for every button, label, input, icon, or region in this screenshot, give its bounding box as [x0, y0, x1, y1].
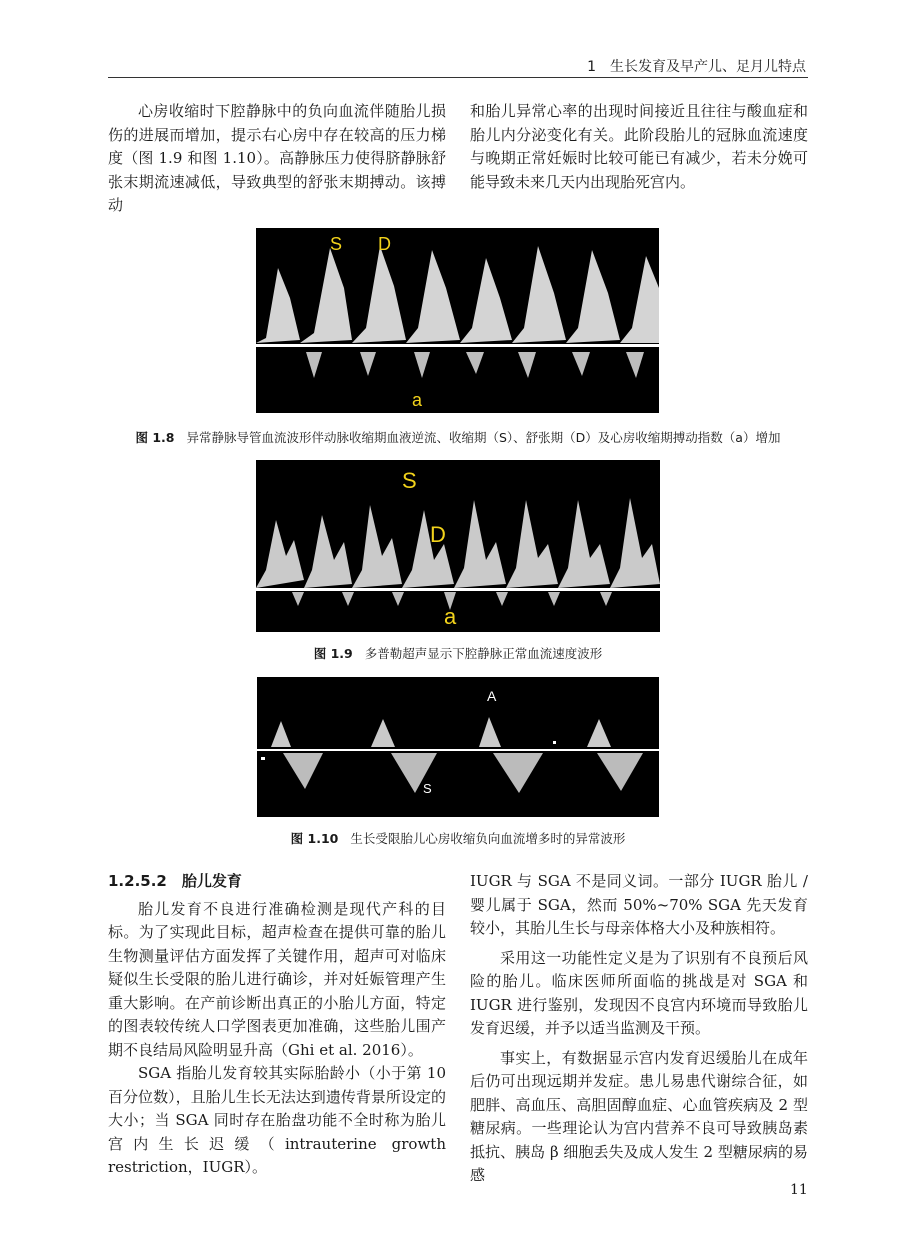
label-a: a: [412, 390, 423, 410]
figure-1-8-image: [256, 228, 659, 413]
page-number: 11: [790, 1182, 808, 1198]
running-title: 1 生长发育及早产儿、足月儿特点: [587, 59, 806, 75]
bottom-left-paragraph-2: SGA 指胎儿发育较其实际胎龄小（小于第 10 百分位数），且胎儿生长无法达到遗传背景所设定的大小；当 SGA 同时存在胎盘功能不全时称为胎儿宫内生长迟缓（intrauterine growth restriction，IUGR）。: [108, 1064, 446, 1176]
label-a: A: [487, 688, 497, 704]
label-s: S: [423, 781, 432, 796]
header-rule: [108, 77, 808, 78]
bottom-right-paragraph-3: 事实上，有数据显示宫内发育迟缓胎儿在成年后仍可出现远期并发症。患儿易患代谢综合征，如肥胖、高血压、高胆固醇血症、心血管疾病及 2 型糖尿病。一些理论认为宫内营养不良可导致胰岛素抵抗、胰岛 β 细胞丢失及成人发生 2 型糖尿病的易感: [470, 1048, 808, 1184]
top-right-paragraph: 和胎儿异常心率的出现时间接近且往往与酸血症和胎儿内分泌变化有关。此阶段胎儿的冠脉血流速度与晚期正常妊娠时比较可能已有减少，若未分娩可能导致未来几天内出现胎死宫内。: [470, 102, 808, 191]
figure-1-10-caption: [108, 829, 808, 847]
bottom-left-paragraph-1: 胎儿发育不良进行准确检测是现代产科的目标。为了实现此目标，超声检查在提供可靠的胎儿生物测量评估方面发挥了关键作用，超声可对临床疑似生长受限的胎儿进行确诊，并对妊娠管理产生重大影响。在产前诊断出真正的小胎儿方面，特定的图表较传统人口学图表更加准确，这些胎儿围产期不良结局风险明显升高（Ghi et al. 2016）。: [108, 899, 446, 1059]
figure-1-10-waveform: [257, 677, 659, 817]
bottom-left-column: [108, 870, 446, 1180]
figure-1-8-caption-text: 异常静脉导管血流波形伴动脉收缩期血液逆流、收缩期（S）、舒张期（D）及心房收缩期搏动指数（a）增加: [186, 430, 781, 445]
figure-1-9-caption: [108, 644, 808, 662]
figure-1-9-caption-text: 多普勒超声显示下腔静脉正常血流速度波形: [364, 646, 603, 661]
figure-1-10-image: [257, 677, 659, 817]
label-d: D: [430, 522, 446, 547]
figure-1-9-number: 图 1.9: [313, 646, 353, 661]
running-header: [108, 54, 808, 78]
bottom-right-column: [470, 870, 808, 1188]
top-left-paragraph: 心房收缩时下腔静脉中的负向血流伴随胎儿损伤的进展而增加，提示右心房中存在较高的压力梯度（图 1.9 和图 1.10）。高静脉压力使得脐静脉舒张末期流速减低，导致典型的舒张末期搏动。该搏动: [108, 102, 446, 214]
bottom-right-paragraph-2: 采用这一功能性定义是为了识别有不良预后风险的胎儿。临床医师所面临的挑战是对 SGA 和 IUGR 进行鉴别，发现因不良宫内环境而导致胎儿发育迟缓，并予以适当监测及干预。: [470, 948, 808, 1037]
figure-1-8-waveform: [256, 228, 659, 413]
label-d: D: [378, 234, 391, 254]
top-right-column: [470, 100, 808, 194]
figure-1-9-waveform: [256, 460, 660, 632]
figure-1-10-caption-text: 生长受限胎儿心房收缩负向血流增多时的异常波形: [350, 831, 626, 846]
bottom-right-paragraph-1: IUGR 与 SGA 不是同义词。一部分 IUGR 胎儿 / 婴儿属于 SGA，然而 50%~70% SGA 先天发育较小，其胎儿生长与母亲体格大小及种族相符。: [470, 872, 808, 937]
top-left-column: [108, 100, 446, 218]
figure-1-10-number: 图 1.10: [290, 831, 339, 846]
label-s: S: [330, 234, 343, 254]
figure-1-8-caption: [108, 428, 808, 446]
section-heading: 1.2.5.2 胎儿发育: [108, 872, 242, 890]
label-a: a: [444, 604, 457, 629]
figure-1-8-number: 图 1.8: [135, 430, 175, 445]
label-s: S: [402, 468, 417, 493]
figure-1-9-image: [256, 460, 660, 632]
